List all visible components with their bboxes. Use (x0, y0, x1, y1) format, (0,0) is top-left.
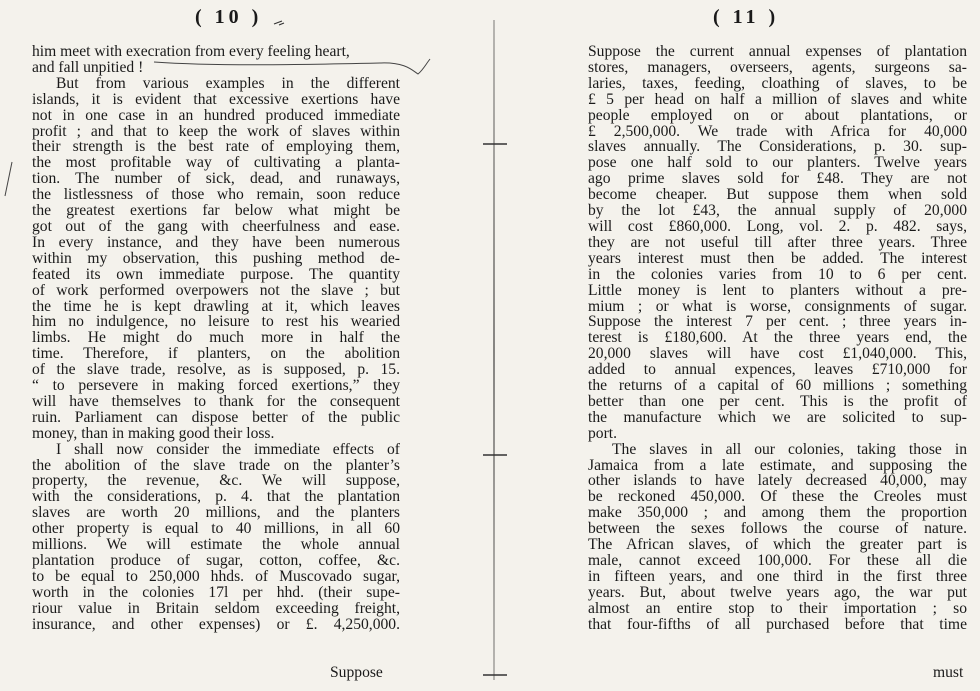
text-line: ruin. Parliament can dispose better of the public (32, 408, 400, 426)
text-line: and fall unpitied ! (32, 58, 144, 76)
text-line: the manufacture which we are solicited to sup- (588, 408, 967, 426)
text-line: money, than in making good their loss. (32, 424, 275, 442)
text-line: pose one half sold to our planters. Twelve years (588, 154, 967, 172)
text-line: they are not useful till after three years. Three (588, 233, 967, 251)
catchword-right: must (933, 664, 964, 681)
page-number-right: ( 11 ) (713, 6, 780, 28)
text-line: The African slaves, of which the greater part is (588, 536, 967, 554)
text-line: slaves annually. The Considerations, p. 30. sup- (588, 138, 967, 156)
text-line: tion. The number of sick, dead, and runaways, (32, 170, 400, 188)
text-line: their strength is the best rate of employing them, (32, 138, 400, 156)
text-line: between the sexes follows the course of nature. (588, 520, 967, 538)
text-line: become cheaper. But suppose them when sold (588, 186, 967, 204)
text-line: millions. We will estimate the whole annual (32, 536, 400, 554)
catchword-left: Suppose (330, 664, 383, 681)
text-line: be reckoned 450,000. Of these the Creoles must (588, 488, 967, 506)
text-line: Suppose the current annual expenses of plantation (588, 43, 967, 60)
text-line: mium ; or what is worse, consignments of sugar. (588, 297, 967, 315)
text-line: will have themselves to thank for the consequent (32, 392, 400, 410)
text-line: In every instance, and they have been numerous (32, 233, 400, 251)
left-page-text (32, 44, 400, 633)
text-line: in the colonies varies from 10 to 6 per cent. (588, 265, 967, 283)
text-line: the most profitable way of cultivating a planta- (32, 154, 400, 172)
text-line: profit ; and that to keep the work of slaves within (32, 122, 400, 140)
text-line: will cost £860,000. Long, vol. 2. p. 482. says, (588, 217, 967, 235)
text-line: £ 5 per head on half a million of slaves and white (588, 90, 967, 108)
text-line: male, cannot exceed 100,000. For these all die (588, 552, 967, 569)
text-line: limbs. He might do much more in half the (32, 329, 400, 347)
text-line: with the considerations, p. 4. that the plantation (32, 488, 400, 506)
text-line: that four-fifths of all purchased before that time (588, 615, 967, 633)
text-line: insurance, and other expenses) or £. 4,250,000. (32, 615, 400, 633)
text-line: in fifteen years, and one third in the first three (588, 567, 967, 585)
text-line: to be equal to 250,000 hhds. of Muscovado sugar, (32, 567, 400, 585)
left-page (0, 0, 470, 691)
text-line: other islands to have lately decreased 40,000, may (588, 472, 967, 490)
text-line: the greatest exertions far below what might be (32, 202, 400, 220)
text-line: plantation produce of sugar, cotton, coffee, &c. (32, 552, 400, 569)
text-line: “ to persevere in making forced exertions,” they (32, 377, 400, 395)
text-line: islands, it is evident that excessive exertions have (32, 90, 400, 108)
text-line: of the slave trade, resolve, as is supposed, p. 15. (32, 361, 400, 379)
text-line: within my observation, this pushing method de- (32, 249, 400, 267)
text-line: other property is equal to 40 millions, in all 60 (32, 520, 400, 538)
right-page-text (588, 44, 967, 633)
text-line: But from various examples in the different (56, 74, 400, 92)
text-line: years. But, about twelve years ago, the war put (588, 583, 967, 601)
text-line: riour value in Britain seldom exceeding freight, (32, 599, 400, 617)
text-line: make 350,000 ; and among them the proportion (588, 504, 967, 522)
text-line: Little money is lent to planters without a pre- (588, 281, 967, 299)
pen-mark-folio (272, 16, 286, 28)
text-line: not in one case in an hundred produced immediate (32, 106, 400, 124)
text-line: him meet with execration from every feeling heart, (32, 43, 350, 60)
text-line: feated its own immediate purpose. The quantity (32, 265, 400, 283)
text-line: slaves are worth 20 millions, and the planters (32, 504, 400, 522)
text-line: almost an entire stop to their importation ; so (588, 599, 967, 617)
text-line: better than one per cent. This is the profit of (588, 392, 967, 410)
text-line: ago prime slaves sold for £48. They are not (588, 170, 967, 188)
text-line: the listlessness of those who remain, soon reduce (32, 186, 400, 204)
text-line: added to annual expences, leaves £710,000 for (588, 361, 967, 379)
text-line: of work performed overpowers not the slave ; but (32, 281, 400, 299)
text-line: The slaves in all our colonies, taking those in (612, 440, 967, 458)
right-page (485, 0, 980, 691)
text-line: got out of the gang with cheerfulness and ease. (32, 217, 400, 235)
text-line: Suppose the interest 7 per cent. ; three years in- (588, 313, 967, 331)
text-line: people employed on or about plantations, or (588, 106, 967, 124)
text-line: time. Therefore, if planters, on the abolition (32, 345, 400, 363)
text-line: the abolition of the slave trade on the planter’s (32, 456, 400, 474)
text-line: the returns of a capital of 60 millions ; something (588, 377, 967, 395)
text-line: the time he is kept drawling at it, which leaves (32, 297, 400, 315)
text-line: stores, managers, overseers, agents, surgeons sa- (588, 58, 967, 76)
text-line: £ 2,500,000. We trade with Africa for 40,000 (588, 122, 967, 140)
text-line: worth in the colonies 17l per hhd. (their supe- (32, 583, 400, 601)
text-line: by the lot £43, the annual supply of 20,000 (588, 202, 967, 220)
text-line: Jamaica from a late estimate, and supposing the (588, 456, 967, 474)
text-line: 20,000 slaves will have cost £1,040,000. This, (588, 345, 967, 363)
text-line: years interest must then be added. The interest (588, 249, 967, 267)
text-line: property, the revenue, &c. We will suppose, (32, 472, 400, 490)
text-line: laries, taxes, feeding, cloathing of slaves, to be (588, 74, 967, 92)
text-line: terest is £180,600. At the three years end, the (588, 329, 967, 347)
page-number-left: ( 10 ) (195, 6, 263, 28)
margin-stroke-left (2, 160, 16, 200)
text-line: him no indulgence, no leisure to rest his wearied (32, 313, 400, 331)
text-line: I shall now consider the immediate effects of (56, 440, 400, 458)
text-line: port. (588, 424, 618, 442)
